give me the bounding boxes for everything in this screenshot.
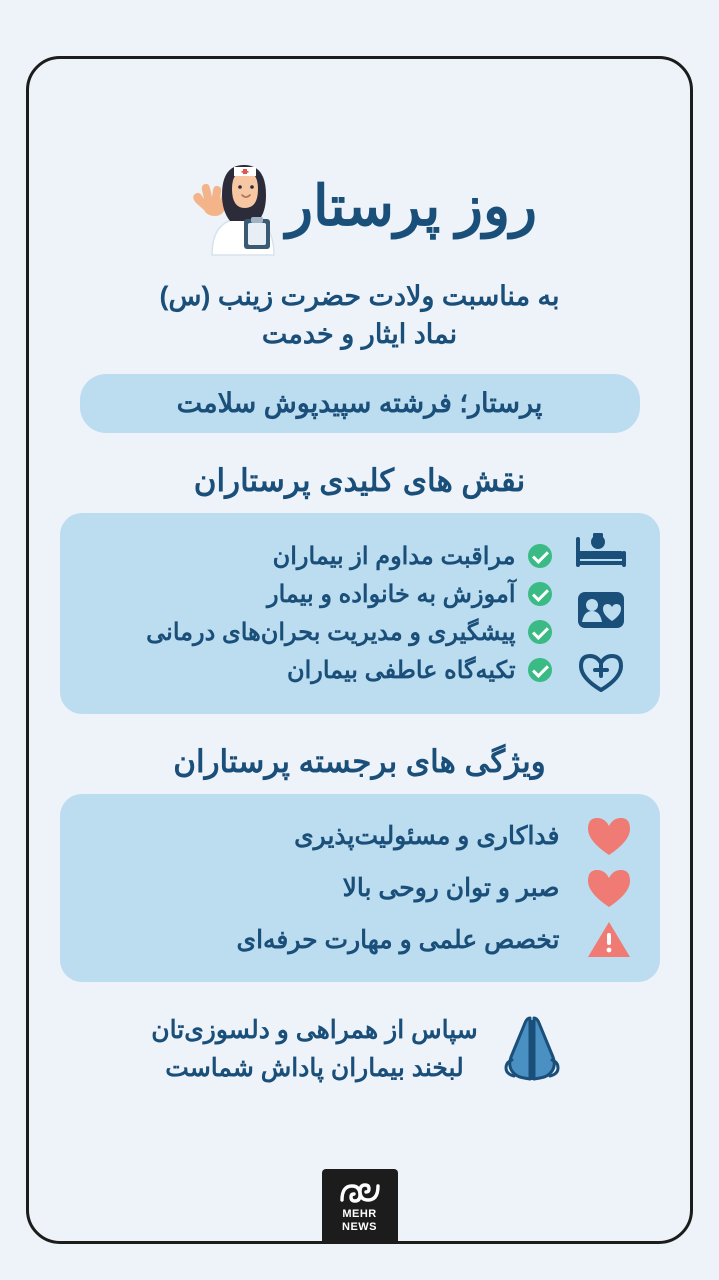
role-item-label: مراقبت مداوم از بیماران: [272, 542, 516, 570]
patient-bed-icon: [574, 529, 628, 576]
roles-icon-column: [558, 527, 644, 698]
subtitle-line-1: به مناسبت ولادت حضرت زینب (س): [159, 281, 560, 311]
traits-panel: [60, 794, 660, 982]
roles-panel: [60, 513, 660, 714]
role-item: [76, 580, 552, 609]
family-care-icon: [576, 588, 626, 637]
highlight-banner: پرستار؛ فرشته سپیدپوش سلامت: [80, 374, 640, 433]
role-item-label: پیشگیری و مدیریت بحران‌های درمانی: [146, 618, 516, 646]
nurse-illustration-icon: [182, 151, 278, 259]
thanks-block: [59, 1008, 660, 1092]
check-icon: [528, 620, 552, 644]
section-heading-traits: ویژگی های برجسته پرستاران: [173, 743, 546, 779]
section-heading-roles: نقش های کلیدی پرستاران: [193, 462, 526, 498]
poster-card: [26, 56, 693, 1244]
role-item-label: تکیه‌گاه عاطفی بیماران: [286, 656, 516, 684]
heart-icon: [580, 815, 638, 857]
check-icon: [528, 658, 552, 682]
role-item: [76, 618, 552, 647]
logo-text-news: NEWS: [342, 1221, 377, 1233]
check-icon: [528, 582, 552, 606]
check-icon: [528, 544, 552, 568]
trait-row: [82, 862, 638, 914]
mehr-news-logo: [322, 1169, 398, 1243]
thanks-text: [151, 1012, 477, 1087]
page-title: روز پرستار: [285, 174, 538, 237]
subtitle-line-2: نماد ایثار و خدمت: [261, 319, 458, 350]
trait-row: [82, 914, 638, 966]
logo-text-mehr: MEHR: [342, 1208, 377, 1221]
trait-label: فداکاری و مسئولیت‌پذیری: [294, 821, 560, 850]
role-item: [76, 656, 552, 685]
roles-grid: [76, 527, 644, 698]
trait-row: [82, 810, 638, 862]
role-item: [76, 542, 552, 571]
poster-content: [29, 59, 690, 1241]
thanks-line-1: سپاس از همراهی و دلسوزی‌تان: [151, 1016, 478, 1045]
heart-shield-icon: [577, 649, 625, 698]
trait-label: صبر و توان روحی بالا: [342, 873, 560, 902]
thanks-line-2: لبخند بیماران پاداش شماست: [165, 1053, 464, 1082]
warning-triangle-icon: [580, 919, 638, 961]
mehr-logo-mark: [338, 1178, 382, 1208]
heart-icon: [580, 867, 638, 909]
roles-list: [76, 540, 552, 685]
title-row: [59, 151, 660, 261]
subtitle: [159, 277, 559, 354]
praying-hands-icon: [496, 1008, 568, 1092]
role-item-label: آموزش به خانواده و بیمار: [267, 580, 516, 608]
trait-label: تخصص علمی و مهارت حرفه‌ای: [236, 925, 560, 954]
